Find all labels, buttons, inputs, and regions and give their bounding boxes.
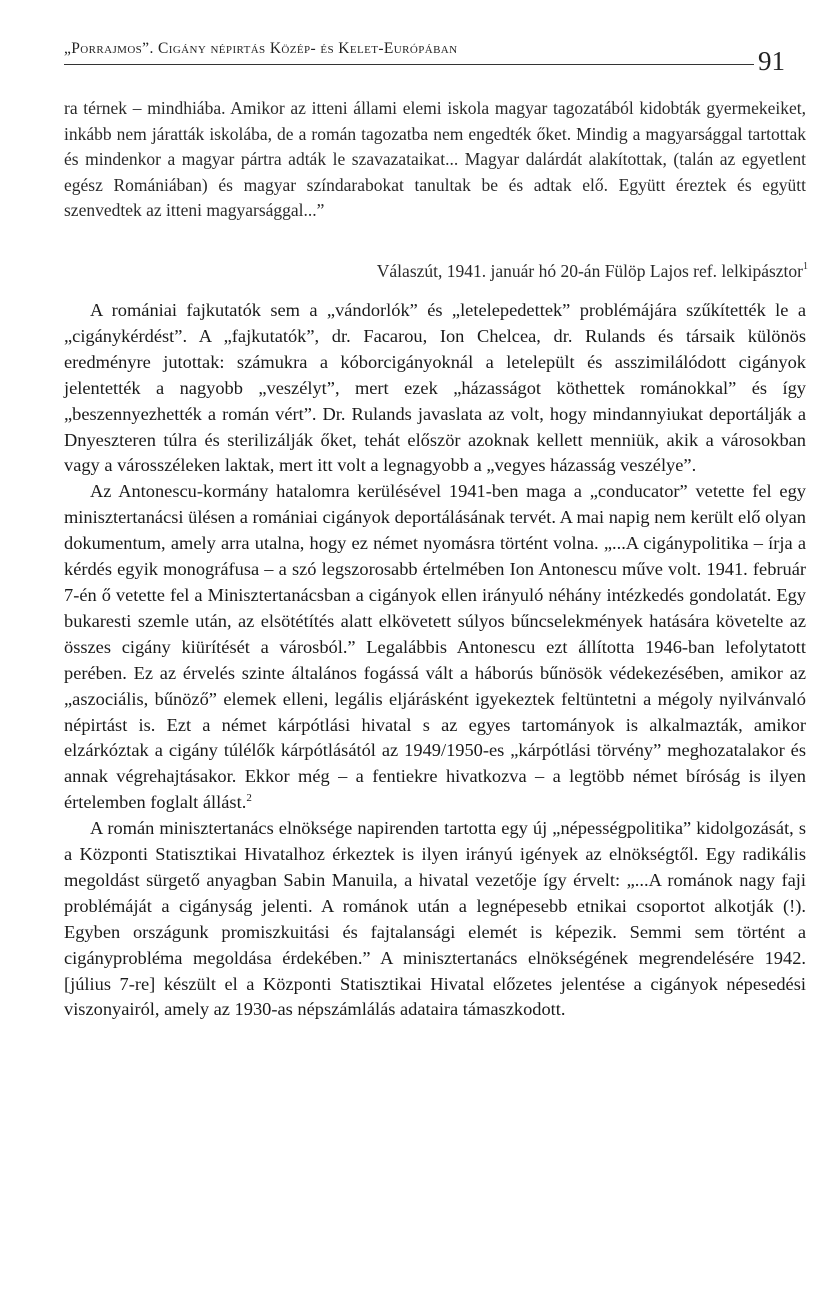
quote-attribution bbox=[268, 254, 808, 284]
block-quote bbox=[64, 96, 806, 224]
page-number: 91 bbox=[758, 46, 785, 76]
quote-text: ra térnek – mindhiába. Amikor az itteni állami elemi iskola magyar tagozatából kidobták gyermekeiket, inkább nem járatták iskolába, de a román tagozatba nem engedték őket. Mindig a magyarsággal tartottak és mindenkor a magyar pártra adták le szavazataikat... Magyar dalárdát alakítottak, (talán az egyetlent egész Romániában) és magyar színdarabokat tanultak be és adtak elő. Együtt éreztek és együtt szenvedtek az itteni magyarsággal...” bbox=[64, 98, 806, 220]
body-text bbox=[64, 298, 806, 1023]
paragraph-1: A romániai fajkutatók sem a „vándorlók” és „letelepedettek” problémájára szűkítették le a „cigánykérdést”. A „fajkutatók”, dr. Facarou, Ion Chelcea, dr. Rulands és társaik különös eredményre jutottak: számukra a kóborcigányoknál a letelepült és asszimilálódott cigányok jelentették a nagyobb „veszélyt”, mert ezek „házasságot köthettek románokkal” és így „beszennyezhették a román vért”. Dr. Rulands javaslata az volt, hogy mindannyiukat deportálják a Dnyeszteren túlra és sterilizálják őket, tehát először azoknak kellett menniük, akik a városokban vagy a városszéleken laktak, mert itt volt a legnagyobb a „vegyes házasság veszélye”. bbox=[64, 300, 806, 476]
paragraph-2 bbox=[64, 479, 806, 816]
footnote-marker-2: 2 bbox=[246, 792, 252, 805]
paragraph-3: A román minisztertanács elnöksége napirenden tartotta egy új „népességpolitika” kidolgozását, s a Központi Statisztikai Hivatalhoz érkeztek is ilyen irányú igények az elnökségtől. Egy radikális megoldást sürgető anyagban Sabin Manuila, a hivatal vezetője így érvelt: „...A románok nagy faji problémáját a cigányság jelenti. A románok után a legnépesebb etnikai csoportot alkotják (!). Egyben országunk promiszkuitási és fajtalansági elemét is képezik. Semmi sem történt a cigányprobléma megoldása érdekében.” A minisztertanács elnökségének megrendelésére 1942. [július 7-re] készült el a Központi Statisztikai Hivatal előzetes jelentése a cigányok népesedési viszonyairól, amely az 1930-as népszámlálás adataira támaszkodott. bbox=[64, 818, 806, 1020]
running-head: „Porrajmos”. Cigány népirtás Közép- és Kelet-Európában bbox=[64, 40, 458, 57]
attribution-text: Válaszút, 1941. január hó 20-án Fülöp Lajos ref. lelkipásztor bbox=[376, 261, 803, 281]
header-rule bbox=[64, 64, 754, 65]
footnote-marker-1: 1 bbox=[803, 261, 808, 272]
paragraph-2-text: Az Antonescu-kormány hatalomra kerülésével 1941-ben maga a „conducator” vetette fel egy minisztertanácsi ülésen a romániai cigányok deportálásának tervét. A mai napig nem került elő olyan dokumentum, amely arra utalna, hogy ez német nyomásra történt volna. „...A cigánypolitika – írja a kérdés egyik monográfusa – a szó legszorosabb értelmében Ion Antonescu műve volt. 1941. február 7-én ő vetette fel a Minisztertanácsban a cigányok ellen irányuló néhány intézkedés gondolatát. Egy bukaresti szemle után, az elsötétítés alatt elkövetett súlyos bűncselekmények hatására követelte az összes cigány kiürítését a városból.” Legalábbis Antonescu ezt állította 1946-ban lefolytatott perében. Ez az érvelés szinte általános fogássá vált a háborús bűnösök védekezésében, amikor az „aszociális, bűnöző” elemek elleni, legális eljárásként igyekeztek feltüntetni a mégoly nyilvánvaló népirtást is. Ezt a német kárpótlási hivatal s az egyes tartományok is alkalmazták, amikor elzárkóztak a cigány túlélők kárpótlásától az 1949/1950-es „kárpótlási törvény” meghozatalakor és annak végrehajtásakor. Ekkor még – a fentiekre hivatkozva – a legtöbb német bíróság is ilyen értelemben foglalt állást. bbox=[64, 481, 806, 813]
